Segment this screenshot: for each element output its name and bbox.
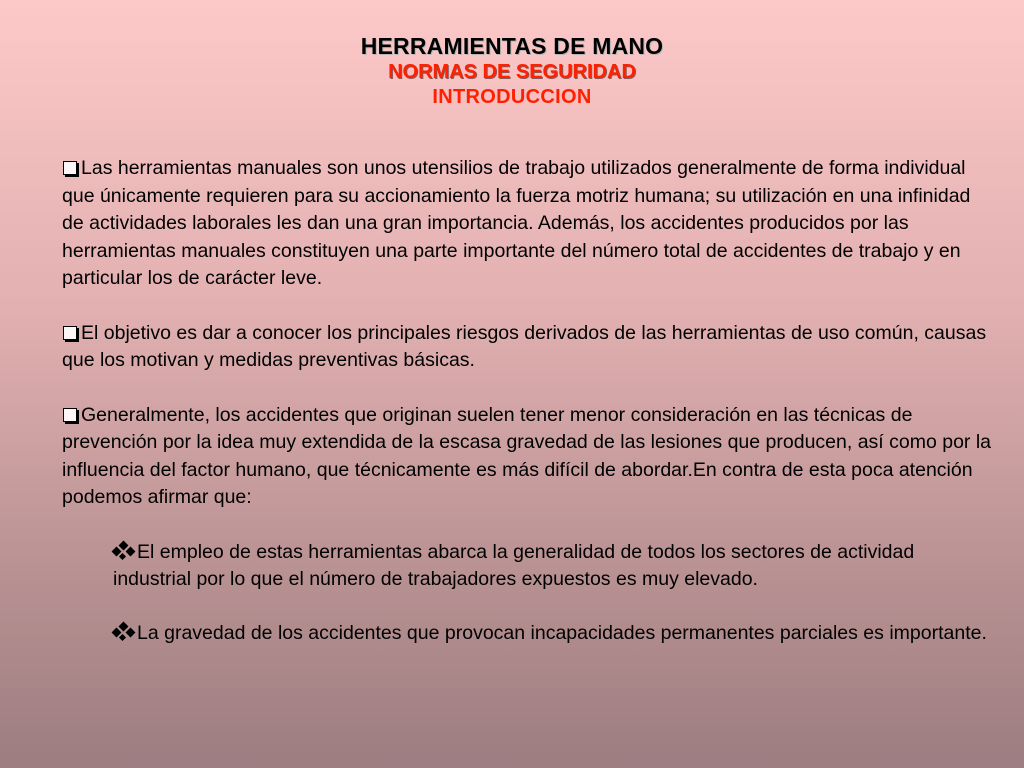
checkbox-bullet-icon: [63, 161, 77, 175]
sub-bullet-list: [113, 539, 992, 648]
sub-item-text: El empleo de estas herramientas abarca la generalidad de todos los sectores de actividad industrial por lo que el número de trabajadores expuestos es muy elevado.: [113, 540, 915, 590]
paragraph-text: El objetivo es dar a conocer los principales riesgos derivados de las herramientas de uso común, causas que los motivan y medidas preventivas básicas.: [62, 321, 987, 371]
paragraph-text: Las herramientas manuales son unos utensilios de trabajo utilizados generalmente de forma individual que únicamente requieren para su accionamiento la fuerza motriz humana; su utilización en una infinidad de actividades laborales les dan una gran importancia. Además, los accidentes producidos por las herramientas manuales constituyen una parte importante del número total de accidentes de trabajo y en particular los de carácter leve.: [62, 157, 971, 289]
paragraph-item: [62, 320, 992, 375]
sub-list-item: [113, 620, 992, 648]
paragraph-item: [62, 155, 992, 293]
paragraph-item: [62, 402, 992, 512]
sub-item-text: La gravedad de los accidentes que provocan incapacidades permanentes parciales es importante.: [137, 621, 987, 644]
diamond-bullet-icon: [113, 623, 135, 641]
slide-title: HERRAMIENTAS DE MANO: [360, 33, 664, 59]
slide-section-title: INTRODUCCION: [432, 86, 592, 108]
checkbox-bullet-icon: [63, 326, 77, 340]
slide-subtitle: NORMAS DE SEGURIDAD: [388, 61, 636, 83]
slide-body: [62, 155, 992, 673]
checkbox-bullet-icon: [63, 408, 77, 422]
paragraph-text: Generalmente, los accidentes que originan suelen tener menor consideración en las técnicas de prevención por la idea muy extendida de la escasa gravedad de las lesiones que producen, así como por la influencia del factor humano, que técnicamente es más difícil de abordar.En contra de esta poca atención podemos afirmar que:: [62, 403, 992, 508]
slide-header: [0, 33, 1024, 110]
sub-list-item: [113, 539, 992, 594]
diamond-bullet-icon: [113, 542, 135, 560]
